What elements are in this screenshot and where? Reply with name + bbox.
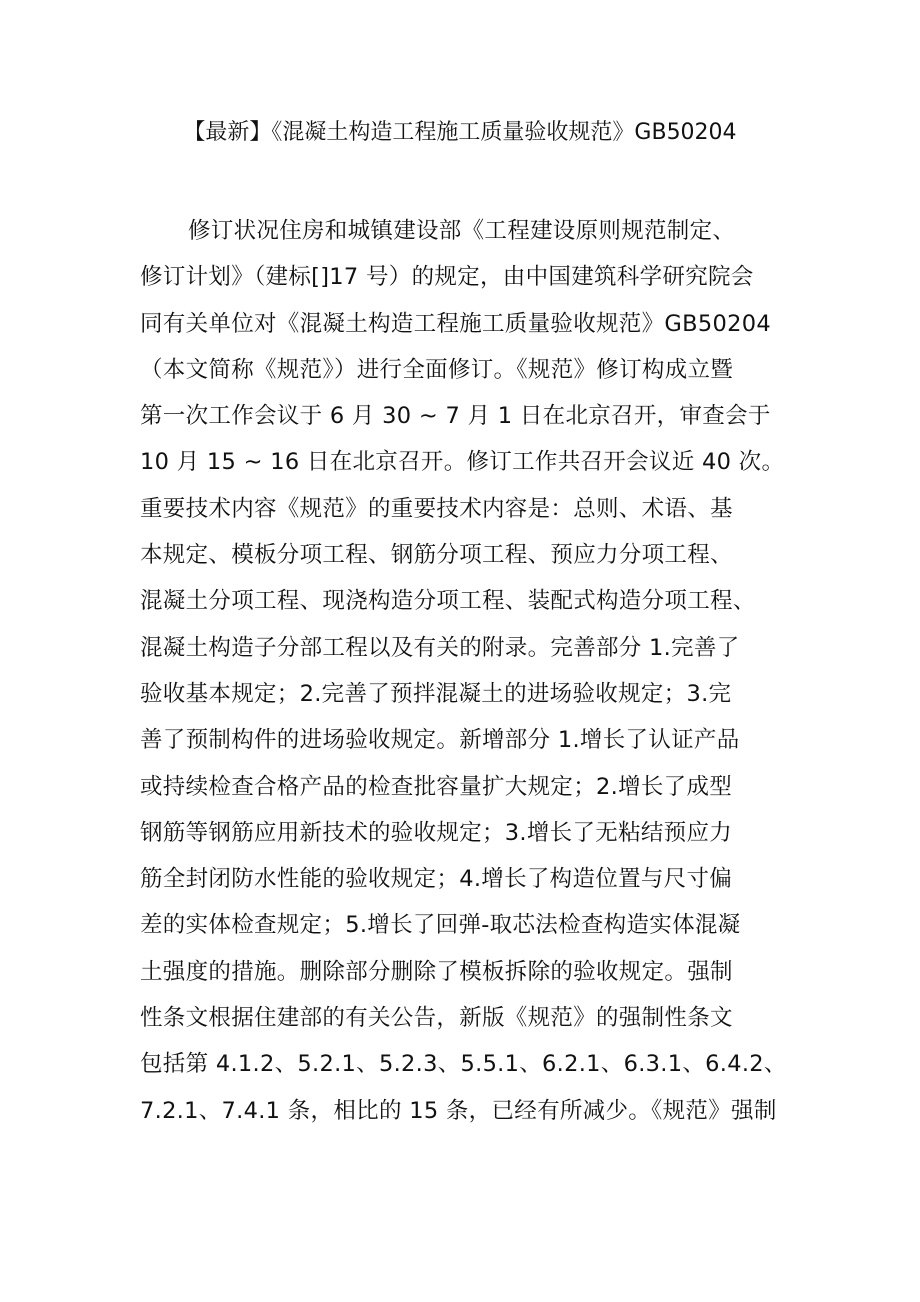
body-line: 修订状况住房和城镇建设部《工程建设原则规范制定、 bbox=[188, 218, 736, 244]
body-line: 混凝土分项工程、现浇构造分项工程、装配式构造分项工程、 bbox=[140, 588, 756, 615]
body-line: 或持续检查合格产品的检查批容量扩大规定；2.增长了成型 bbox=[140, 773, 733, 800]
body-line: 善了预制构件的进场验收规定。新增部分 1.增长了认证产品 bbox=[140, 727, 740, 754]
body-line: 第一次工作会议于 6 月 30 ~ 7 月 1 日在北京召开，审查会于 bbox=[140, 403, 771, 430]
body-line: 差的实体检查规定；5.增长了回弹-取芯法检查构造实体混凝 bbox=[140, 912, 741, 939]
body-line: 7.2.1、7.4.1 条，相比的 15 条，已经有所减少。《规范》强制 bbox=[140, 1097, 777, 1124]
body-line: 重要技术内容《规范》的重要技术内容是：总则、术语、基 bbox=[140, 495, 733, 522]
body-line: 筋全封闭防水性能的验收规定；4.增长了构造位置与尺寸偏 bbox=[140, 866, 733, 893]
body-line: 同有关单位对《混凝土构造工程施工质量验收规范》GB50204 bbox=[140, 310, 771, 337]
body-line: （本文简称《规范》）进行全面修订。《规范》修订构成立暨 bbox=[140, 356, 734, 383]
body-line: 混凝土构造子分部工程以及有关的附录。完善部分 1.完善了 bbox=[140, 634, 740, 661]
body-line: 土强度的措施。删除部分删除了模板拆除的验收规定。强制 bbox=[140, 958, 733, 985]
body-line: 钢筋等钢筋应用新技术的验收规定；3.增长了无粘结预应力 bbox=[140, 819, 733, 846]
body-line: 性条文根据住建部的有关公告，新版《规范》的强制性条文 bbox=[140, 1005, 733, 1032]
document-title: 【最新】《混凝土构造工程施工质量验收规范》GB50204 bbox=[183, 120, 737, 145]
body-line: 验收基本规定；2.完善了预拌混凝土的进场验收规定；3.完 bbox=[140, 680, 732, 707]
body-line: 包括第 4.1.2、5.2.1、5.2.3、5.5.1、6.2.1、6.3.1、6.4.2、 bbox=[140, 1051, 787, 1078]
body-line: 本规定、模板分项工程、钢筋分项工程、预应力分项工程、 bbox=[140, 542, 733, 569]
body-line: 10 月 15 ~ 16 日在北京召开。修订工作共召开会议近 40 次。 bbox=[140, 449, 785, 476]
document-body bbox=[140, 208, 800, 1134]
body-line: 修订计划》（建标[]17 号）的规定，由中国建筑科学研究院会 bbox=[140, 264, 754, 291]
